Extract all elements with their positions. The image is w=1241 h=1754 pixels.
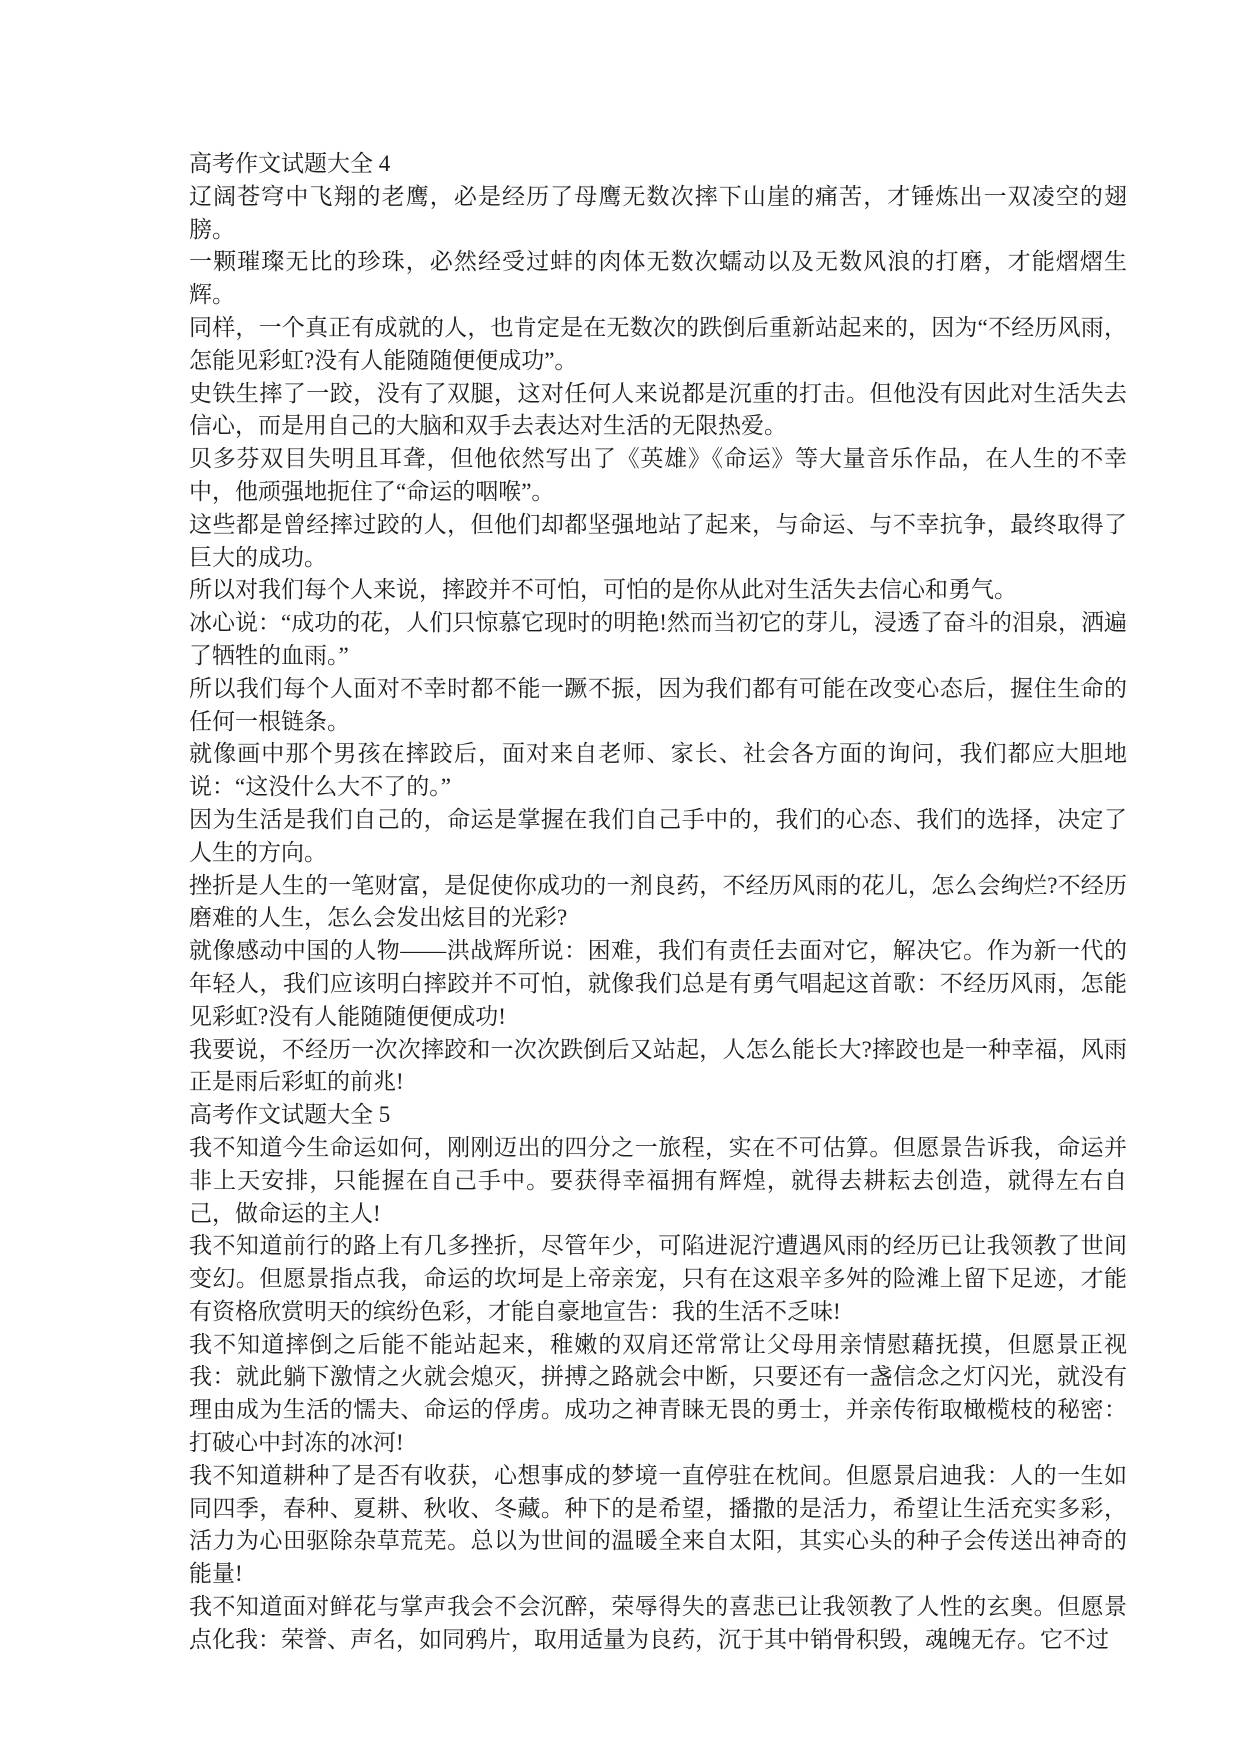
paragraph: 冰心说：“成功的花，人们只惊慕它现时的明艳!然而当初它的芽儿，浸透了奋斗的泪泉，洒遍了牺牲的血雨。” <box>189 610 1127 668</box>
paragraph: 就像画中那个男孩在摔跤后，面对来自老师、家长、社会各方面的询问，我们都应大胆地说：“这没什么大不了的。” <box>189 741 1127 800</box>
paragraph: 我不知道面对鲜花与掌声我会不会沉醉，荣辱得失的喜悲已让我领教了人性的玄奥。但愿景点化我：荣誉、声名，如同鸦片，取用适量为良药，沉于其中销骨积毁，魂魄无存。它不过 <box>189 1594 1127 1652</box>
section-4-heading: 高考作文试题大全 4 <box>189 151 391 176</box>
paragraph: 我不知道今生命运如何，刚刚迈出的四分之一旅程，实在不可估算。但愿景告诉我，命运并非上天安排，只能握在自己手中。要获得幸福拥有辉煌，就得去耕耘去创造，就得左右自己，做命运的主人! <box>189 1134 1127 1226</box>
paragraph: 辽阔苍穹中飞翔的老鹰，必是经历了母鹰无数次摔下山崖的痛苦，才锤炼出一双凌空的翅膀。 <box>189 183 1127 242</box>
paragraph: 所以对我们每个人来说，摔跤并不可怕，可怕的是你从此对生活失去信心和勇气。 <box>189 577 1017 603</box>
section-5-heading: 高考作文试题大全 5 <box>189 1102 391 1128</box>
paragraph: 我不知道耕种了是否有收获，心想事成的梦境一直停驻在枕间。但愿景启迪我：人的一生如同四季，春种、夏耕、秋收、冬藏。种下的是希望，播撒的是活力，希望让生活充实多彩，活力为心田驱除杂草荒芜。总以为世间的温暖全来自太阳，其实心头的种子会传送出神奇的能量! <box>189 1462 1127 1587</box>
paragraph: 这些都是曾经摔过跤的人，但他们却都坚强地站了起来，与命运、与不幸抗争，最终取得了巨大的成功。 <box>189 511 1127 570</box>
paragraph: 我不知道前行的路上有几多挫折，尽管年少，可陷进泥泞遭遇风雨的经历已让我领教了世间变幻。但愿景指点我，命运的坎坷是上帝亲宠，只有在这艰辛多舛的险滩上留下足迹，才能有资格欣赏明天的缤纷色彩，才能自豪地宣告：我的生活不乏味! <box>189 1233 1127 1324</box>
paragraph: 史铁生摔了一跤，没有了双腿，这对任何人来说都是沉重的打击。但他没有因此对生活失去信心，而是用自己的大脑和双手去表达对生活的无限热爱。 <box>189 380 1127 439</box>
paragraph: 挫折是人生的一笔财富，是促使你成功的一剂良药，不经历风雨的花儿，怎么会绚烂?不经历磨难的人生，怎么会发出炫目的光彩? <box>189 872 1127 931</box>
paragraph: 贝多芬双目失明且耳聋，但他依然写出了《英雄》《命运》等大量音乐作品，在人生的不幸中，他顽强地扼住了“命运的咽喉”。 <box>189 446 1127 504</box>
paragraph: 所以我们每个人面对不幸时都不能一蹶不振，因为我们都有可能在改变心态后，握住生命的任何一根链条。 <box>189 675 1127 734</box>
paragraph: 我要说，不经历一次次摔跤和一次次跌倒后又站起，人怎么能长大?摔跤也是一种幸福，风雨正是雨后彩虹的前兆! <box>189 1036 1127 1095</box>
paragraph: 一颗璀璨无比的珍珠，必然经受过蚌的肉体无数次蠕动以及无数风浪的打磨，才能熠熠生辉。 <box>189 249 1127 308</box>
paragraph: 因为生活是我们自己的，命运是掌握在我们自己手中的，我们的心态、我们的选择，决定了人生的方向。 <box>189 806 1127 865</box>
paragraph: 我不知道摔倒之后能不能站起来，稚嫩的双肩还常常让父母用亲情慰藉抚摸，但愿景正视我：就此躺下激情之火就会熄灭，拼搏之路就会中断，只要还有一盏信念之灯闪光，就没有理由成为生活的懦夫、命运的俘虏。成功之神青睐无畏的勇士，并亲传衔取橄榄枝的秘密：打破心中封冻的冰河! <box>189 1331 1127 1456</box>
document-content <box>189 148 1127 1657</box>
paragraph: 同样，一个真正有成就的人，也肯定是在无数次的跌倒后重新站起来的，因为“不经历风雨，怎能见彩虹?没有人能随随便便成功”。 <box>189 314 1127 373</box>
paragraph: 就像感动中国的人物——洪战辉所说：困难，我们有责任去面对它，解决它。作为新一代的年轻人，我们应该明白摔跤并不可怕，就像我们总是有勇气唱起这首歌：不经历风雨，怎能见彩虹?没有人能随随便便成功! <box>189 938 1127 1029</box>
